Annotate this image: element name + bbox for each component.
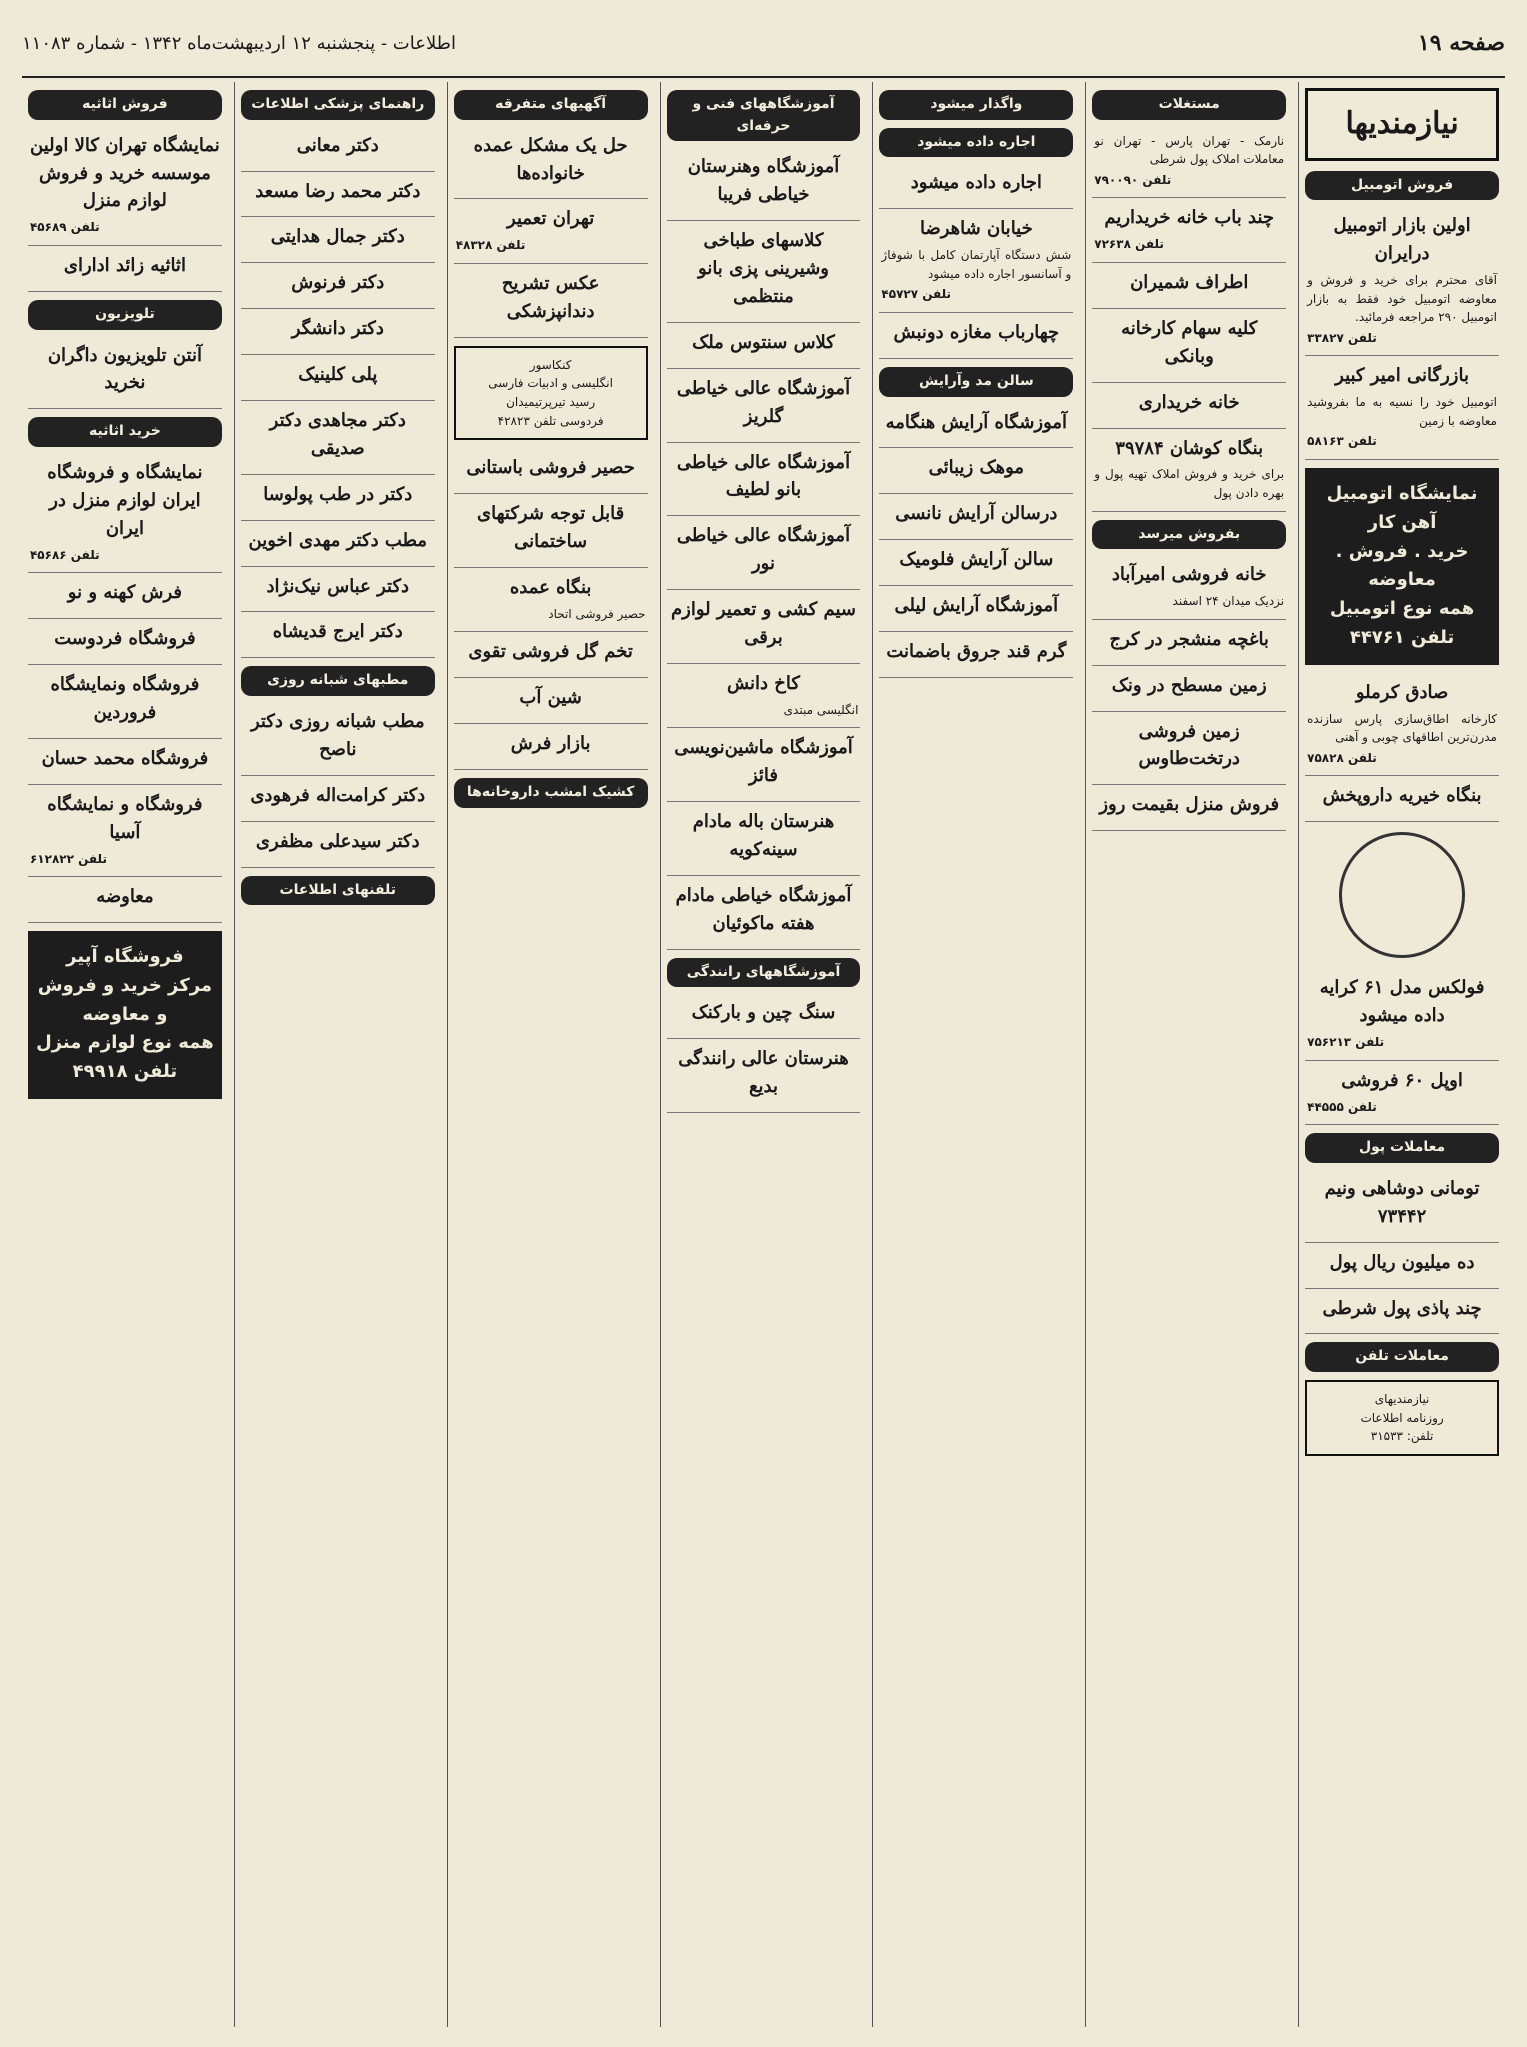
classified-ad: [879, 209, 1073, 313]
classified-ad: [241, 567, 435, 613]
classified-ad: [28, 665, 222, 739]
ad-title: آموزشگاه آرایش هنگامه: [885, 411, 1068, 433]
ad-title: کاخ دانش: [727, 672, 800, 694]
classified-ad: [667, 590, 861, 664]
classified-ad: [879, 540, 1073, 586]
classified-ad: [241, 172, 435, 218]
ad-title: اطراف شمیران: [1130, 271, 1249, 293]
classified-ad: [667, 147, 861, 221]
classified-ad: [1305, 1169, 1499, 1243]
ad-body: شش دستگاه آپارتمان کامل با شوفاژ و آسانسور اجاره داده میشود: [881, 248, 1072, 281]
classified-ad: [28, 246, 222, 292]
classified-ad: [28, 573, 222, 619]
classified-ad: [1092, 309, 1286, 383]
ad-title: آموزشگاه وهنرستان خیاطی فریبا: [687, 156, 840, 206]
classified-ad: [1305, 673, 1499, 777]
ad-title: آموزشگاه آرایش لیلی: [894, 595, 1059, 617]
ad-title: دکتر ایرج قدیشاه: [272, 621, 403, 643]
classified-ad: [28, 739, 222, 785]
section-heading: مستغلات: [1092, 90, 1286, 120]
classified-ad: [28, 877, 222, 923]
classified-ad: [879, 403, 1073, 449]
ad-phone: تلفن ۶۱۲۸۲۲: [29, 851, 107, 866]
classified-ad: [454, 199, 648, 263]
section-heading: بفروش میرسد: [1092, 520, 1286, 550]
ad-title: سیم کشی و تعمیر لوازم برقی: [671, 599, 856, 648]
ad-title: فروش منزل بقیمت روز: [1099, 794, 1280, 816]
ad-line: رسید تیرپرتیمیدان: [506, 394, 596, 409]
ad-title: شین آب: [519, 687, 582, 709]
ad-body: کارخانه اطاق‌سازی پارس سازنده مدرن‌ترین اطاقهای چوبی و آهنی: [1307, 711, 1497, 745]
ad-title: دکتر دانشگر: [291, 318, 384, 340]
ad-title: سالن آرایش فلومیک: [899, 549, 1054, 571]
classified-ad: [241, 309, 435, 355]
ad-title: موهک زیبائی: [928, 457, 1025, 479]
classified-ad: [1305, 776, 1499, 822]
classified-ad: [1092, 555, 1286, 619]
page-number: صفحه ۱۹: [1417, 30, 1505, 56]
ad-phone: تلفن ۷۵۸۲۸: [1307, 750, 1377, 765]
ad-line: تلفن: ۳۱۵۳۳: [1370, 1429, 1434, 1444]
ad-line: همه نوع اتومبیل: [1329, 598, 1475, 620]
section-heading: خرید اثاثیه: [28, 417, 222, 447]
ad-title: آموزشگاه عالی خیاطی نور: [676, 525, 851, 575]
ad-title: اولین بازار اتومبیل درایران: [1333, 215, 1471, 265]
section-banner: نیازمندیها: [1305, 88, 1499, 161]
ad-title: بازرگانی امیر کبیر: [1335, 365, 1469, 387]
ad-line: نمایشگاه اتومبیل آهن کار: [1326, 483, 1478, 533]
ad-title: تومانی دوشاهی ونیم ۷۳۴۴۲: [1324, 1177, 1480, 1227]
ad-title: چهارباب مغازه دونبش: [893, 321, 1060, 343]
ad-title: فروشگاه فردوست: [54, 628, 196, 650]
ad-title: چند پاذی پول شرطی: [1322, 1297, 1482, 1319]
section-heading: فروش اثاثیه: [28, 90, 222, 120]
ad-title: آموزشگاه خیاطی مادام هفته ماکوئیان: [675, 884, 852, 934]
ad-phone: تلفن ۷۹۰۰۹۰: [1094, 172, 1172, 187]
ad-phone: تلفن ۴۵۶۸۶: [29, 547, 100, 562]
ad-title: هنرستان باله مادام سینه‌کویه: [692, 811, 835, 860]
classified-ad: [667, 802, 861, 876]
issue-info: اطلاعات - پنجشنبه ۱۲ اردیبهشت‌ماه ۱۳۴۲ - شماره ۱۱۰۸۳: [22, 32, 457, 54]
classified-ad: [879, 494, 1073, 540]
ad-title: تهران تعمیر: [507, 208, 595, 230]
classified-ad: [1092, 712, 1286, 786]
ad-title: پلی کلینیک: [298, 364, 378, 386]
section-heading: معاملات پول: [1305, 1133, 1499, 1163]
column-7: [22, 82, 228, 2027]
ad-title: دکتر سیدعلی مظفری: [255, 830, 420, 852]
classified-ad: [454, 678, 648, 724]
ad-title: خانه فروشی امیرآباد: [1111, 564, 1267, 586]
classified-ad: [1092, 666, 1286, 712]
classified-ad: [667, 728, 861, 802]
ad-phone: تلفن ۴۸۳۲۸: [455, 238, 526, 253]
ad-phone: تلفن ۷۲۶۳۸: [1094, 237, 1164, 252]
ad-title: اوپل ۶۰ فروشی: [1341, 1069, 1463, 1091]
classified-ad: [667, 369, 861, 443]
section-heading: آگهیهای متفرقه: [454, 90, 648, 120]
classified-ad: [667, 876, 861, 950]
classified-ad: [667, 1039, 861, 1113]
ad-line: همه نوع لوازم منزل: [36, 1032, 214, 1054]
ad-phone: تلفن ۵۸۱۶۳: [1307, 434, 1377, 449]
ad-title: حصیر فروشی باستانی: [466, 457, 635, 479]
ad-body: اتومبیل خود را نسیه به ما بفروشید معاوضه با زمین: [1307, 395, 1497, 428]
classified-ad: [28, 336, 222, 410]
ad-line: فروشگاه آپیر: [66, 945, 184, 967]
ad-title: آموزشگاه عالی خیاطی گلریز: [676, 377, 851, 427]
ad-title: مطب دکتر مهدی اخوین: [248, 529, 427, 551]
ad-line: روزنامه اطلاعات: [1360, 1410, 1444, 1425]
ad-title: اثاثیه زائد ادارای: [63, 254, 186, 276]
ad-title: بازار فرش: [510, 733, 591, 755]
classified-ad: [667, 443, 861, 517]
ad-title: آموزشگاه عالی خیاطی بانو لطیف: [676, 451, 851, 501]
classified-ad: [1305, 968, 1499, 1060]
ad-title: کلاسهای طباخی وشیرینی پزی بانو منتظمی: [698, 230, 829, 307]
classified-ad: [241, 521, 435, 567]
ad-title: نمایشگاه تهران کالا اولین موسسه خرید و فروش لوازم منزل: [30, 134, 220, 212]
column-3: [872, 82, 1079, 2027]
ad-title: قابل توجه شرکتهای ساختمانی: [477, 503, 625, 552]
ad-line: مرکز خرید و فروش و معاوضه: [37, 974, 213, 1025]
column-2: [1085, 82, 1292, 2027]
classified-ad: [241, 612, 435, 658]
classified-ad: [1092, 263, 1286, 309]
classified-ad: [1092, 383, 1286, 429]
ad-line: خرید . فروش . معاوضه: [1335, 540, 1469, 591]
ad-title: کلاس سنتوس ملک: [692, 331, 835, 353]
classified-ad: [28, 619, 222, 665]
display-ad: [28, 931, 222, 1099]
classified-ad: [1305, 1243, 1499, 1289]
ad-title: دکتر فرنوش: [291, 272, 385, 294]
ad-title: آنتن تلویزیون داگران نخرید: [47, 344, 202, 394]
ad-line: تلفن ۴۴۷۶۱: [1349, 627, 1455, 648]
classified-ad: [241, 263, 435, 309]
classified-ad: [454, 724, 648, 770]
classified-ad: [241, 126, 435, 172]
classified-ad: [1305, 206, 1499, 356]
ad-title: درسالن آرایش نانسی: [895, 503, 1058, 525]
ad-title: باغچه منشجر در کرج: [1109, 628, 1269, 650]
ad-title: فرش کهنه و نو: [67, 582, 183, 604]
ad-title: آموزشگاه ماشین‌نویسی فائز: [674, 737, 853, 787]
column-5: [447, 82, 654, 2027]
ad-body: آقای محترم برای خرید و فروش و معاوضه اتومبیل خود فقط به بازار اتومبیل ۲۹۰ مراجعه فرمائید.: [1307, 272, 1497, 325]
ad-line: نیازمندیهای: [1374, 1392, 1430, 1407]
classified-ad: [454, 494, 648, 568]
section-heading: مطبهای شبانه روزی: [241, 666, 435, 696]
classified-ad: [667, 993, 861, 1039]
ad-title: نمایشگاه و فروشگاه ایران لوازم منزل در ایران: [47, 462, 203, 539]
classified-ad: [1092, 785, 1286, 831]
classified-ad: [454, 632, 648, 678]
ad-title: بنگاه خیریه داروپخش: [1322, 785, 1482, 807]
classified-ad: [241, 217, 435, 263]
ad-line: انگلیسی و ادبیات فارسی: [488, 376, 613, 391]
classified-ad: [241, 401, 435, 475]
column-6: [234, 82, 441, 2027]
classified-ad: [454, 568, 648, 632]
ad-title: دکتر کرامت‌اله فرهودی: [250, 784, 426, 806]
section-heading: سالن مد وآرایش: [879, 367, 1073, 397]
section-heading: واگذار میشود: [879, 90, 1073, 120]
ad-line: تلفن ۴۹۹۱۸: [72, 1061, 178, 1083]
classified-ad: [241, 702, 435, 776]
section-heading: معاملات تلفن: [1305, 1342, 1499, 1372]
ad-title: زمین فروشی درتخت‌طاوس: [1138, 720, 1240, 770]
ad-title: سنگ چین و بارکنک: [691, 1002, 836, 1024]
ad-body: نارمک - تهران پارس - تهران نو معاملات املاک پول شرطی: [1094, 133, 1285, 167]
classified-ad: [28, 785, 222, 877]
ad-body: برای خرید و فروش املاک تهیه پول و بهره دادن پول: [1094, 467, 1285, 500]
classified-ad: [879, 586, 1073, 632]
ad-title: اجاره داده میشود: [910, 172, 1042, 194]
ad-title: دکتر مجاهدی دکتر صدیقی: [269, 410, 406, 459]
section-heading: تلفنهای اطلاعات: [241, 876, 435, 906]
column-1: [1298, 82, 1505, 2027]
ad-phone: تلفن ۳۳۸۲۷: [1307, 330, 1377, 345]
classified-columns: [22, 82, 1505, 2027]
section-heading: آموزشگاههای فنی و حرفه‌ای: [667, 90, 861, 141]
classified-ad: [667, 221, 861, 323]
classified-ad: [1092, 198, 1286, 262]
classified-ad: [667, 664, 861, 728]
classified-ad: [28, 126, 222, 246]
classified-ad: [454, 126, 648, 200]
ad-title: مطب شبانه روزی دکتر ناصح: [250, 711, 425, 760]
ad-title: دکتر جمال هدایتی: [270, 226, 405, 248]
classified-ad: [1092, 126, 1286, 199]
classified-ad: [1305, 356, 1499, 460]
ad-title: گرم قند جروق باضمانت: [886, 640, 1067, 662]
ad-title: دکتر معانی: [296, 134, 379, 156]
ad-title: عکس تشریح دندانپزشکی: [501, 272, 600, 322]
section-heading: اجاره داده میشود: [879, 128, 1073, 158]
ad-phone: تلفن ۴۵۶۸۹: [29, 220, 100, 235]
classified-ad: [879, 313, 1073, 359]
section-heading: تلویزیون: [28, 300, 222, 330]
classified-ad: [241, 776, 435, 822]
classified-ad: [454, 264, 648, 338]
ad-title: صادق کرملو: [1355, 681, 1449, 703]
ad-title: فروشگاه محمد حسان: [41, 747, 209, 769]
ad-title: فروشگاه و نمایشگاه آسیا: [47, 793, 203, 843]
ad-title: کلیه سهام کارخانه وبانکی: [1121, 317, 1258, 367]
ad-body: نزدیک میدان ۲۴ اسفند: [1172, 594, 1285, 609]
boxed-ad: [454, 346, 648, 440]
classified-ad: [454, 448, 648, 494]
ad-title: خانه خریداری: [1138, 391, 1240, 413]
classified-ad: [667, 323, 861, 369]
column-4: [660, 82, 867, 2027]
ad-title: بنگاه عمده: [509, 576, 592, 598]
classified-ad: [28, 453, 222, 573]
ad-line: کنکاسور: [529, 357, 572, 372]
ad-title: معاوضه: [96, 886, 154, 908]
classified-ad: [1305, 1061, 1499, 1125]
ad-title: زمین مسطح در ونک: [1111, 674, 1267, 696]
classified-ad: [667, 516, 861, 590]
ad-body: حصیر فروشی اتحاد: [548, 606, 646, 621]
ad-title: خیابان شاهرضا: [919, 218, 1033, 240]
classified-ad: [241, 822, 435, 868]
section-heading: کشیک امشب داروخانه‌ها: [454, 778, 648, 808]
ad-title: ده میلیون ریال پول: [1329, 1251, 1475, 1273]
classified-ad: [879, 448, 1073, 494]
classified-ad: [879, 632, 1073, 678]
boxed-ad: [1305, 1380, 1499, 1456]
ad-title: تخم گل فروشی تقوی: [468, 641, 633, 663]
ad-title: دکتر محمد رضا مسعد: [255, 180, 421, 202]
section-heading: راهنمای پزشکی اطلاعات: [241, 90, 435, 120]
section-heading: فروش اتومبیل: [1305, 171, 1499, 201]
ad-title: فروشگاه ونمایشگاه فروردین: [50, 674, 200, 723]
classified-ad: [879, 163, 1073, 209]
ad-title: هنرستان عالی رانندگی بدیع: [678, 1048, 849, 1098]
classified-ad: [1305, 1289, 1499, 1335]
ad-title: دکتر در طب پولوسا: [263, 483, 413, 505]
ad-title: فولکس مدل ۶۱ کرایه داده میشود: [1319, 977, 1485, 1027]
ad-line: فردوسی تلفن ۴۲۸۲۳: [497, 413, 604, 428]
display-ad: [1305, 468, 1499, 665]
ad-phone: تلفن ۴۵۷۲۷: [881, 287, 952, 302]
ad-title: چند باب خانه خریداریم: [1104, 207, 1275, 229]
ad-phone: تلفن ۴۴۵۵۵: [1307, 1099, 1377, 1114]
classified-ad: [1092, 620, 1286, 666]
ad-title: حل یک مشکل عمده خانواده‌ها: [473, 134, 628, 184]
ad-body: انگلیسی مبتدی: [783, 702, 859, 717]
classified-ad: [241, 475, 435, 521]
ad-title: بنگاه کوشان ۳۹۷۸۴: [1115, 437, 1264, 459]
ad-title: دکتر عباس نیک‌نژاد: [266, 575, 410, 597]
classified-ad: [1092, 429, 1286, 512]
classified-ad: [241, 355, 435, 401]
bear-logo-seal: [1339, 832, 1465, 958]
ad-phone: تلفن ۷۵۶۲۱۳: [1307, 1035, 1385, 1050]
masthead: [22, 10, 1505, 78]
section-heading: آموزشگاههای رانندگی: [667, 958, 861, 988]
